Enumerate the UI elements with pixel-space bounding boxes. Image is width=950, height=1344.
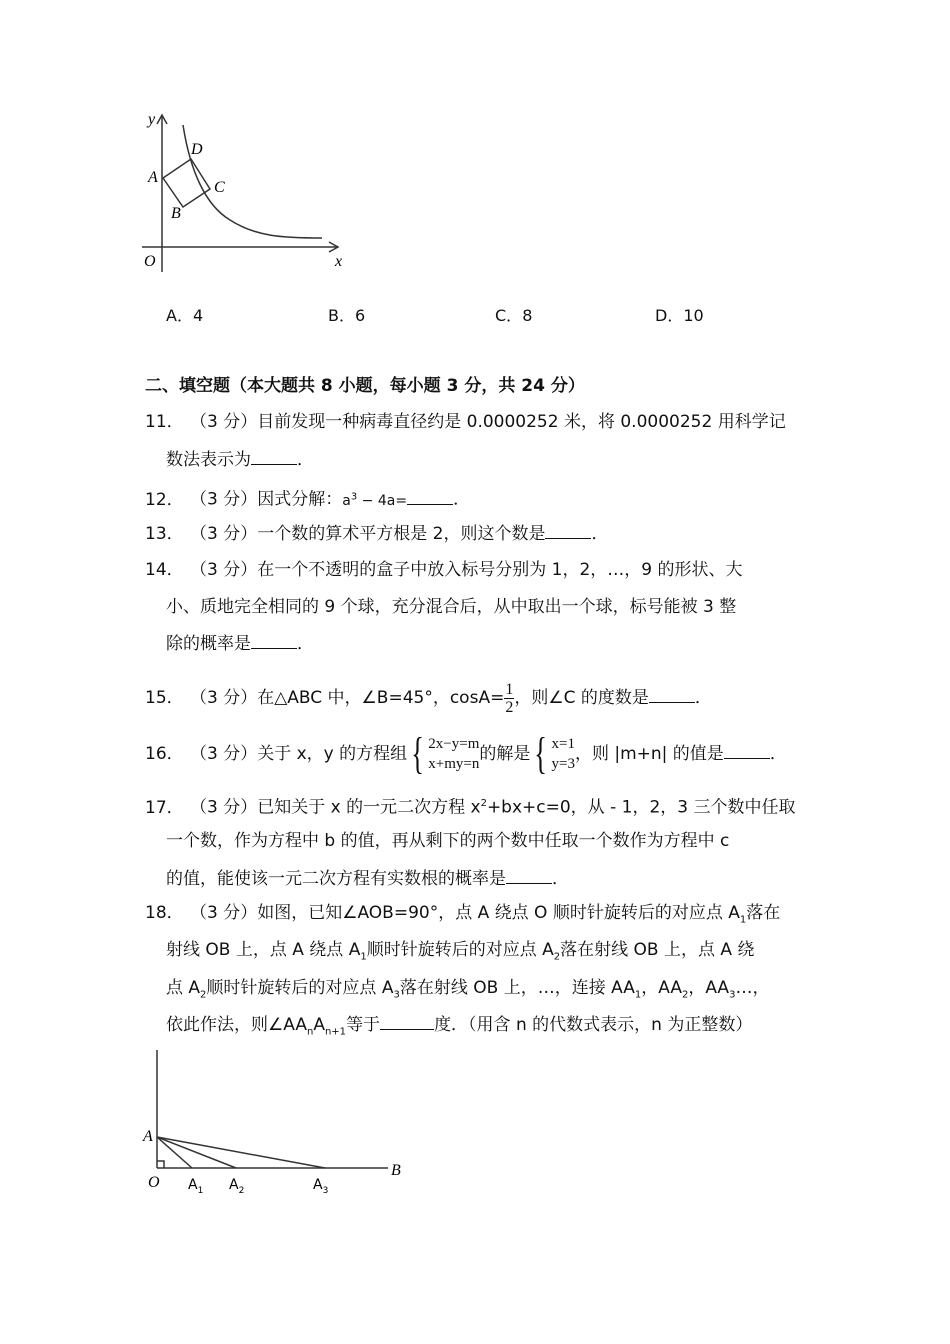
denominator: 2 bbox=[505, 698, 514, 716]
question-text: 落在射线 OB 上，点 A 绕 bbox=[560, 940, 755, 960]
question-14 bbox=[145, 558, 742, 582]
question-text: 依此作法，则∠AA bbox=[166, 1015, 307, 1035]
question-number: 14． bbox=[145, 560, 184, 580]
equation: x+my=n bbox=[428, 756, 480, 772]
question-text: （3 分）如图，已知∠AOB=90°，点 A 绕点 O 顺时针旋转后的对应点 A bbox=[190, 903, 740, 923]
question-14-cont: 小、质地完全相同的 9 个球，充分混合后，从中取出一个球，标号能被 3 整 bbox=[166, 597, 737, 617]
option-d bbox=[655, 303, 704, 326]
question-16 bbox=[145, 729, 787, 778]
label-a2: $A_2$ bbox=[229, 1177, 245, 1196]
label-a: A bbox=[143, 1128, 153, 1145]
question-number: 12． bbox=[145, 489, 184, 510]
label-y: y bbox=[148, 111, 156, 128]
expr: − 4a= bbox=[357, 492, 408, 509]
label-a: A bbox=[148, 169, 158, 186]
expr: a bbox=[342, 492, 351, 509]
question-text: …， bbox=[735, 978, 770, 998]
question-text: （3 分）已知关于 x 的一元二次方程 x bbox=[190, 797, 481, 818]
equation: x=1 bbox=[551, 736, 575, 752]
question-18-cont3 bbox=[166, 1013, 752, 1044]
answer-blank[interactable] bbox=[407, 488, 453, 505]
equation: y=3 bbox=[551, 756, 575, 772]
period: ． bbox=[694, 688, 712, 708]
option-value: 8 bbox=[522, 306, 533, 325]
question-15 bbox=[145, 680, 712, 716]
answer-blank[interactable] bbox=[724, 742, 770, 759]
subscript: 2 bbox=[553, 951, 561, 963]
option-a bbox=[166, 303, 203, 326]
period: ． bbox=[591, 524, 609, 544]
label-o: O bbox=[148, 1174, 160, 1191]
question-text: 度．（用含 n 的代数式表示，n 为正整数） bbox=[434, 1015, 753, 1035]
question-18 bbox=[145, 901, 780, 932]
exponent: 2 bbox=[480, 798, 487, 809]
question-text: ，则∠C 的度数是 bbox=[514, 688, 649, 708]
question-text: 的值，能使该一元二次方程有实数根的概率是 bbox=[166, 869, 506, 889]
brace-icon: { bbox=[411, 729, 425, 778]
label-x: x bbox=[335, 253, 343, 270]
subscript: 1 bbox=[739, 914, 747, 926]
subscript: 2 bbox=[200, 989, 207, 1001]
question-text: 除的概率是 bbox=[166, 634, 251, 654]
answer-blank[interactable] bbox=[649, 686, 695, 703]
question-text: ，AA bbox=[688, 978, 730, 998]
answer-blank[interactable] bbox=[380, 1013, 434, 1030]
subscript: n bbox=[306, 1026, 314, 1038]
label-a3: $A_3$ bbox=[313, 1177, 329, 1196]
question-text: 顺时针旋转后的对应点 A bbox=[366, 940, 554, 960]
period: ． bbox=[453, 489, 471, 510]
option-letter: C． bbox=[495, 306, 523, 325]
question-text: （3 分）因式分解： bbox=[190, 489, 343, 510]
option-letter: A． bbox=[166, 306, 193, 325]
subscript: 2 bbox=[681, 989, 689, 1001]
subscript: 1 bbox=[360, 951, 367, 963]
segment-aa2 bbox=[157, 1137, 236, 1168]
segment-aa3 bbox=[157, 1137, 325, 1168]
question-text: （3 分）在△ABC 中，∠B=45°，cosA= bbox=[190, 688, 505, 708]
question-14-cont2 bbox=[166, 632, 314, 656]
question-text: +bx+c=0，从 - 1，2，3 三个数中任取 bbox=[486, 797, 796, 818]
question-text: ，AA bbox=[641, 978, 682, 998]
question-number: 11． bbox=[145, 412, 184, 432]
period: ． bbox=[297, 634, 314, 654]
numerator: 1 bbox=[505, 680, 514, 698]
subscript: 1 bbox=[634, 989, 642, 1001]
option-b bbox=[328, 303, 365, 326]
option-value: 4 bbox=[192, 306, 204, 325]
question-text: 射线 OB 上，点 A 绕点 A bbox=[166, 940, 361, 960]
question-text: （3 分）关于 x，y 的方程组 bbox=[190, 744, 408, 764]
question-text: 点 A bbox=[166, 978, 201, 998]
answer-blank[interactable] bbox=[251, 448, 297, 465]
exponent: 3 bbox=[350, 491, 358, 502]
option-value: 6 bbox=[354, 306, 366, 325]
solution-system bbox=[530, 729, 575, 778]
question-text: （3 分）一个数的算术平方根是 2，则这个数是 bbox=[190, 524, 546, 544]
question-text: 的解是 bbox=[479, 744, 531, 764]
right-angle-mark bbox=[157, 1161, 164, 1168]
label-b: B bbox=[171, 205, 181, 222]
brace-icon: { bbox=[534, 729, 548, 778]
hyperbola-square-figure bbox=[130, 100, 360, 280]
question-17-cont: 一个数，作为方程中 b 的值，再从剩下的两个数中任取一个数作为方程中 c bbox=[166, 831, 730, 851]
equation-system bbox=[407, 729, 480, 778]
period: ． bbox=[297, 450, 314, 470]
question-13 bbox=[145, 522, 608, 546]
option-value: 10 bbox=[683, 306, 704, 325]
period: ． bbox=[769, 744, 787, 764]
question-text: （3 分）目前发现一种病毒直径约是 0.0000252 米，将 0.0000252 用科学记 bbox=[190, 412, 786, 432]
question-11 bbox=[145, 410, 786, 434]
question-number: 15． bbox=[145, 688, 184, 708]
question-text: （3 分）在一个不透明的盒子中放入标号分别为 1，2，…，9 的形状、大 bbox=[190, 560, 743, 580]
section-heading: 二、填空题（本大题共 8 小题，每小题 3 分，共 24 分） bbox=[145, 376, 585, 396]
hyperbola-curve bbox=[183, 125, 322, 238]
label-a1: $A_1$ bbox=[188, 1177, 204, 1196]
question-text: 顺时针旋转后的对应点 A bbox=[206, 978, 394, 998]
question-18-cont2 bbox=[166, 976, 769, 1007]
label-d: D bbox=[191, 141, 203, 158]
option-letter: B． bbox=[328, 306, 355, 325]
answer-blank[interactable] bbox=[251, 632, 297, 649]
square-abcd bbox=[163, 159, 210, 207]
option-c bbox=[495, 303, 532, 326]
question-number: 18． bbox=[145, 903, 184, 923]
question-text: 落在 bbox=[746, 903, 781, 923]
subscript: 3 bbox=[729, 989, 736, 1001]
option-letter: D． bbox=[655, 306, 684, 325]
question-number: 13． bbox=[145, 524, 184, 544]
question-number: 16． bbox=[145, 744, 184, 764]
question-17 bbox=[145, 792, 795, 820]
question-text: A bbox=[313, 1015, 325, 1035]
label-b: B bbox=[391, 1162, 401, 1179]
answer-blank[interactable] bbox=[506, 867, 552, 884]
question-number: 17． bbox=[145, 797, 184, 818]
question-text: 数法表示为 bbox=[166, 450, 251, 470]
question-text: 落在射线 OB 上，…，连接 AA bbox=[399, 978, 635, 998]
segment-aa1 bbox=[157, 1137, 192, 1168]
equation: 2x−y=m bbox=[428, 736, 480, 752]
subscript: 3 bbox=[393, 989, 400, 1001]
question-12 bbox=[145, 485, 470, 513]
question-18-cont bbox=[166, 938, 754, 969]
question-17-cont2 bbox=[166, 867, 569, 891]
period: ． bbox=[552, 869, 569, 889]
answer-blank[interactable] bbox=[545, 522, 591, 539]
question-text: 等于 bbox=[346, 1015, 381, 1035]
question-text: ，则 |m+n| 的值是 bbox=[574, 744, 724, 764]
label-o: O bbox=[144, 253, 156, 270]
question-11-cont bbox=[166, 448, 314, 472]
fraction bbox=[504, 681, 514, 716]
subscript: n+1 bbox=[324, 1026, 347, 1038]
label-c: C bbox=[214, 179, 225, 196]
rotation-figure bbox=[135, 1045, 415, 1200]
